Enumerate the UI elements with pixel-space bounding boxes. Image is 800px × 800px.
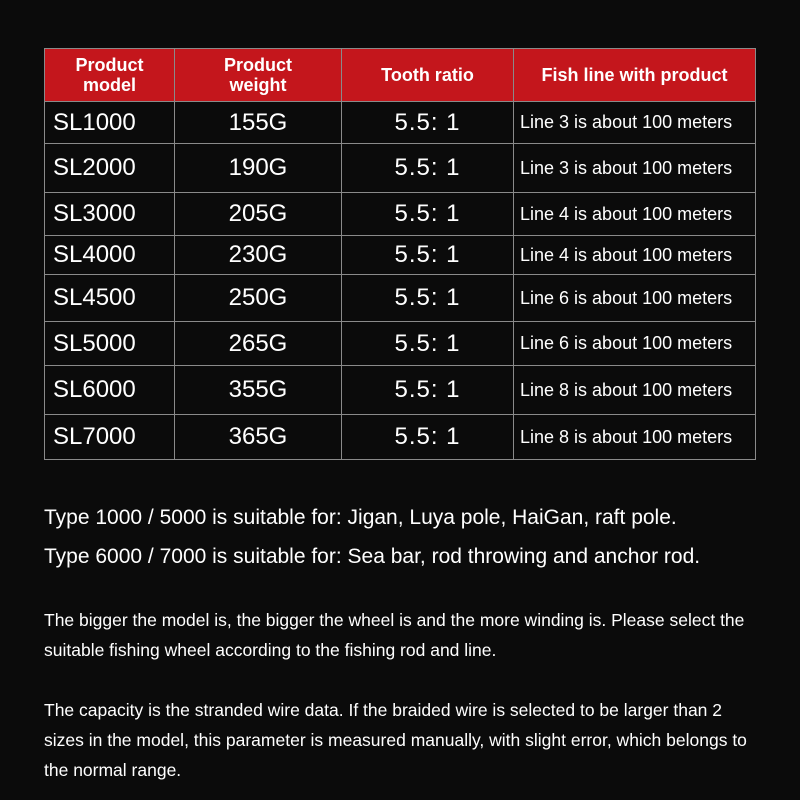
spec-table (44, 48, 756, 460)
cell-line: Line 4 is about 100 meters (514, 236, 756, 275)
cell-model: SL1000 (45, 102, 175, 144)
cell-ratio: 5.5: 1 (342, 102, 514, 144)
cell-ratio: 5.5: 1 (342, 415, 514, 460)
usage-line-2: Type 6000 / 7000 is suitable for: Sea bar, rod throwing and anchor rod. (44, 545, 701, 568)
table-row (45, 102, 756, 144)
cell-line: Line 8 is about 100 meters (514, 366, 756, 415)
cell-model: SL4000 (45, 236, 175, 275)
table-row (45, 275, 756, 322)
cell-ratio: 5.5: 1 (342, 322, 514, 366)
cell-line: Line 4 is about 100 meters (514, 193, 756, 236)
cell-line: Line 6 is about 100 meters (514, 322, 756, 366)
table-row (45, 193, 756, 236)
table-row (45, 236, 756, 275)
cell-weight: 265G (175, 322, 342, 366)
cell-model: SL7000 (45, 415, 175, 460)
cell-model: SL3000 (45, 193, 175, 236)
table-row (45, 415, 756, 460)
cell-weight: 205G (175, 193, 342, 236)
cell-line: Line 8 is about 100 meters (514, 415, 756, 460)
cell-weight: 155G (175, 102, 342, 144)
table-row (45, 144, 756, 193)
cell-model: SL5000 (45, 322, 175, 366)
cell-weight: 190G (175, 144, 342, 193)
cell-weight: 230G (175, 236, 342, 275)
cell-ratio: 5.5: 1 (342, 236, 514, 275)
header-product-model: Product model (45, 49, 175, 102)
cell-model: SL6000 (45, 366, 175, 415)
header-product-weight: Product weight (175, 49, 342, 102)
table-row (45, 366, 756, 415)
usage-line-1: Type 1000 / 5000 is suitable for: Jigan, Luya pole, HaiGan, raft pole. (44, 506, 677, 529)
cell-ratio: 5.5: 1 (342, 193, 514, 236)
cell-model: SL2000 (45, 144, 175, 193)
cell-weight: 250G (175, 275, 342, 322)
cell-line: Line 3 is about 100 meters (514, 102, 756, 144)
cell-line: Line 6 is about 100 meters (514, 275, 756, 322)
table-header-row (45, 49, 756, 102)
cell-line: Line 3 is about 100 meters (514, 144, 756, 193)
note-capacity: The capacity is the stranded wire data. If the braided wire is selected to be larger than 2 sizes in the model, this parameter is measured manually, with slight error, which belongs to the normal range. (44, 700, 747, 780)
cell-weight: 355G (175, 366, 342, 415)
cell-ratio: 5.5: 1 (342, 275, 514, 322)
cell-ratio: 5.5: 1 (342, 144, 514, 193)
cell-model: SL4500 (45, 275, 175, 322)
cell-ratio: 5.5: 1 (342, 366, 514, 415)
table-row (45, 322, 756, 366)
header-tooth-ratio: Tooth ratio (342, 49, 514, 102)
header-fish-line: Fish line with product (514, 49, 756, 102)
note-model-size: The bigger the model is, the bigger the wheel is and the more winding is. Please select the suitable fishing wheel according to the fishing rod and line. (44, 610, 745, 660)
cell-weight: 365G (175, 415, 342, 460)
